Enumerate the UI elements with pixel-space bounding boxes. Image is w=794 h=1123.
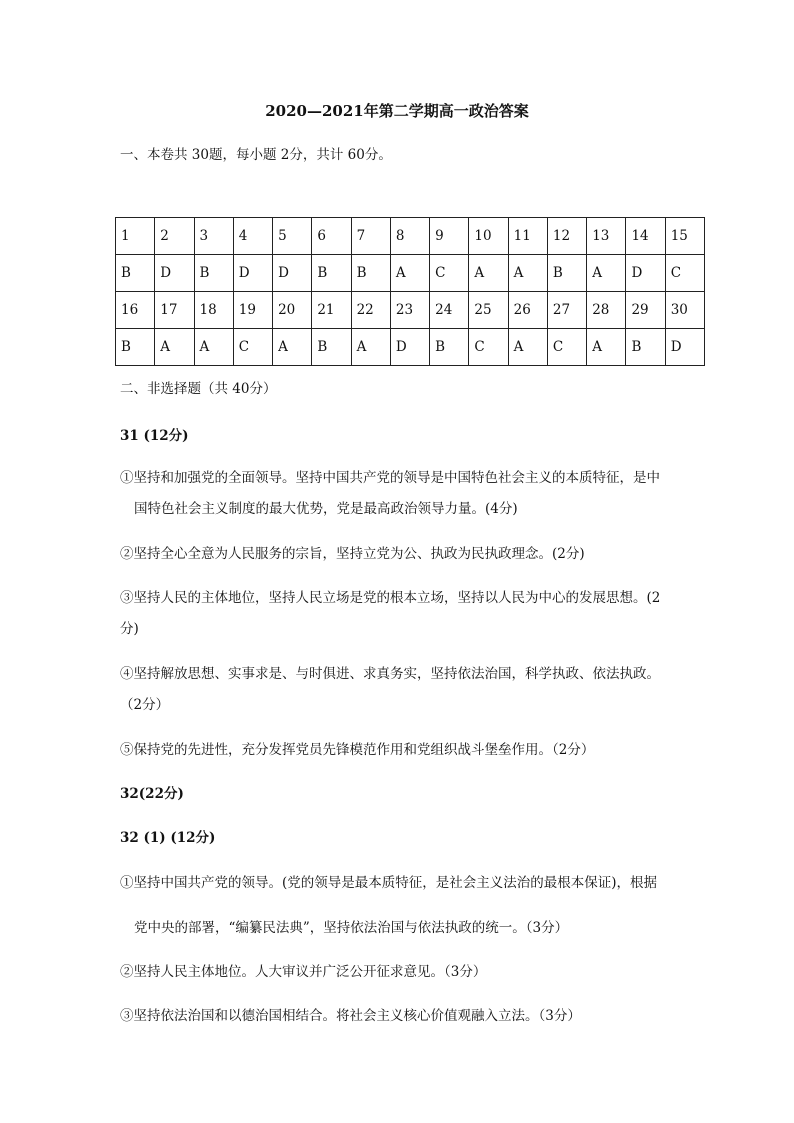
question-number-cell: 18: [194, 292, 233, 329]
question-number-cell: 12: [547, 218, 586, 255]
question-number-cell: 22: [351, 292, 390, 329]
question-number-cell: 14: [626, 218, 665, 255]
answer-cell: C: [665, 255, 704, 292]
answer-cell: D: [233, 255, 272, 292]
answer-cell: A: [587, 255, 626, 292]
question-number-cell: 7: [351, 218, 390, 255]
q31-item-1-line-2: 国特色社会主义制度的最大优势，党是最高政治领导力量。(4分): [134, 501, 518, 517]
q31-item-5: ⑤保持党的先进性，充分发挥党员先锋模范作用和党组织战斗堡垒作用。（2分）: [120, 742, 595, 758]
q32-title: 32(22分): [120, 786, 184, 802]
question-number-cell: 5: [273, 218, 312, 255]
question-number-cell: 19: [233, 292, 272, 329]
question-number-cell: 28: [587, 292, 626, 329]
question-number-cell: 24: [430, 292, 469, 329]
answer-cell: A: [469, 255, 508, 292]
answer-cell: A: [194, 329, 233, 366]
answer-cell: A: [155, 329, 194, 366]
answer-cell: B: [116, 255, 155, 292]
answer-cell: A: [390, 255, 429, 292]
answer-cell: D: [626, 255, 665, 292]
answer-row: [116, 255, 705, 292]
answer-cell: D: [665, 329, 704, 366]
answer-cell: B: [626, 329, 665, 366]
q31-item-4-line-2: （2分）: [120, 697, 170, 713]
q31-item-1-line-1: ①坚持和加强党的全面领导。坚持中国共产党的领导是中国特色社会主义的本质特征，是中: [120, 470, 660, 486]
question-number-cell: 10: [469, 218, 508, 255]
question-number-cell: 4: [233, 218, 272, 255]
q31-title: 31 (12分): [120, 428, 189, 444]
question-number-cell: 29: [626, 292, 665, 329]
answer-cell: B: [430, 329, 469, 366]
q31-item-2: ②坚持全心全意为人民服务的宗旨，坚持立党为公、执政为民执政理念。(2分): [120, 546, 585, 562]
question-number-cell: 21: [312, 292, 351, 329]
answer-cell: D: [273, 255, 312, 292]
q32-item-2: ②坚持人民主体地位。人大审议并广泛公开征求意见。（3分）: [120, 964, 487, 980]
answer-cell: A: [508, 329, 547, 366]
question-number-cell: 30: [665, 292, 704, 329]
q31-item-4-line-1: ④坚持解放思想、实事求是、与时俱进、求真务实，坚持依法治国，科学执政、依法执政。: [120, 666, 660, 682]
question-number-cell: 2: [155, 218, 194, 255]
question-number-cell: 23: [390, 292, 429, 329]
page-title: 2020—2021年第二学期高一政治答案: [265, 102, 529, 120]
answer-table: [115, 217, 705, 366]
answer-cell: C: [233, 329, 272, 366]
question-number-cell: 6: [312, 218, 351, 255]
question-number-cell: 9: [430, 218, 469, 255]
answer-cell: A: [508, 255, 547, 292]
answer-cell: C: [430, 255, 469, 292]
question-number-cell: 3: [194, 218, 233, 255]
q32-item-1-line-1: ①坚持中国共产党的领导。(党的领导是最本质特征，是社会主义法治的最根本保证)，根据: [120, 875, 658, 891]
question-number-cell: 27: [547, 292, 586, 329]
q32-item-1-line-2: 党中央的部署，“编纂民法典”，坚持依法治国与依法执政的统一。（3分）: [134, 920, 569, 936]
answer-cell: D: [155, 255, 194, 292]
question-number-cell: 8: [390, 218, 429, 255]
question-number-row: [116, 292, 705, 329]
q32-item-3: ③坚持依法治国和以德治国相结合。将社会主义核心价值观融入立法。（3分）: [120, 1008, 581, 1024]
q31-item-3-line-2: 分): [120, 621, 139, 637]
answer-cell: B: [116, 329, 155, 366]
question-number-cell: 16: [116, 292, 155, 329]
section2-heading: 二、非选择题（共 40分）: [120, 381, 277, 397]
question-number-cell: 13: [587, 218, 626, 255]
question-number-cell: 15: [665, 218, 704, 255]
question-number-cell: 17: [155, 292, 194, 329]
answer-cell: C: [469, 329, 508, 366]
question-number-row: [116, 218, 705, 255]
question-number-cell: 11: [508, 218, 547, 255]
answer-cell: C: [547, 329, 586, 366]
answer-row: [116, 329, 705, 366]
answer-cell: D: [390, 329, 429, 366]
question-number-cell: 26: [508, 292, 547, 329]
answer-cell: B: [351, 255, 390, 292]
question-number-cell: 1: [116, 218, 155, 255]
section1-heading: 一、本卷共 30题，每小题 2分，共计 60分。: [120, 147, 392, 163]
answer-cell: B: [547, 255, 586, 292]
q31-item-3-line-1: ③坚持人民的主体地位，坚持人民立场是党的根本立场，坚持以人民为中心的发展思想。(2: [120, 590, 661, 606]
question-number-cell: 20: [273, 292, 312, 329]
q32-sub1-title: 32 (1) (12分): [120, 830, 216, 846]
answer-cell: A: [587, 329, 626, 366]
answer-cell: A: [273, 329, 312, 366]
answer-cell: B: [312, 255, 351, 292]
answer-cell: B: [312, 329, 351, 366]
answer-cell: B: [194, 255, 233, 292]
question-number-cell: 25: [469, 292, 508, 329]
answer-cell: A: [351, 329, 390, 366]
